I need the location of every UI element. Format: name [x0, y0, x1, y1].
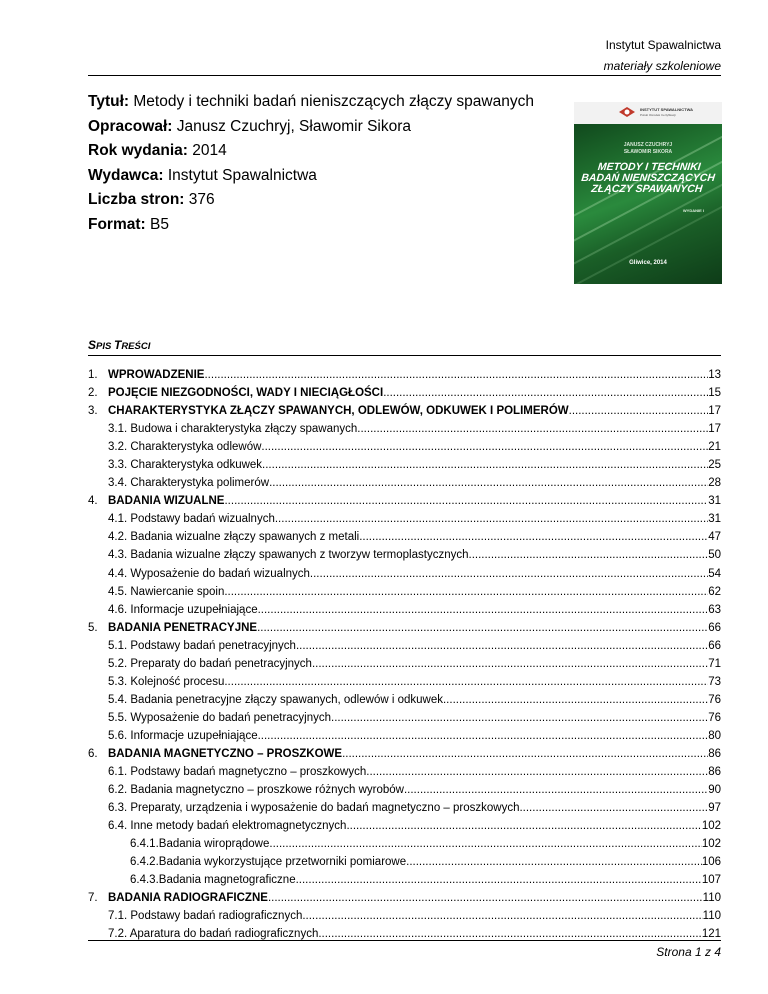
toc-entry-page: 54: [708, 567, 721, 580]
toc-entry-page: 15: [708, 387, 721, 400]
meta-label: Format:: [88, 215, 146, 233]
header-organization: Instytut Spawalnictwa: [605, 38, 721, 52]
toc-entry-page: 66: [708, 639, 721, 652]
toc-entry-page: 21: [708, 441, 721, 454]
toc-entry-title: CHARAKTERYSTYKA ZŁĄCZY SPAWANYCH, ODLEWÓW, ODKUWEK I POLIMERÓW: [108, 405, 569, 418]
toc-leader-dots: [366, 763, 708, 781]
toc-entry-title: 7.1. Podstawy badań radiograficznych: [108, 910, 303, 923]
toc-entry-page: 110: [702, 892, 721, 905]
toc-entry-page: 80: [708, 729, 721, 742]
toc-entry: [88, 601, 721, 619]
toc-entry-page: 121: [701, 928, 721, 941]
toc-entry: [88, 510, 721, 528]
toc-entry-title: 6.1. Podstawy badań magnetyczno – proszkowych: [108, 766, 367, 779]
toc-entry-title: 6.3. Preparaty, urządzenia i wyposażenie do badań magnetyczno – proszkowych: [108, 802, 520, 815]
toc-entry-page: 86: [708, 747, 721, 760]
toc-entry-number: 5.: [88, 621, 98, 634]
toc-entry-title: 5.6. Informacje uzupełniające: [108, 729, 258, 742]
toc-entry-title: 4.2. Badania wizualne złączy spawanych z metali: [108, 531, 360, 544]
toc-entry: [88, 691, 721, 709]
toc-entry-page: 102: [701, 820, 721, 833]
meta-value: Janusz Czuchryj, Sławomir Sikora: [176, 117, 412, 135]
cover-author: JANUSZ CZUCHRYJ: [623, 142, 673, 148]
toc-entry-page: 17: [708, 423, 721, 436]
toc-entry-page: 73: [708, 675, 721, 688]
meta-value: 2014: [192, 142, 227, 159]
cover-authors: [574, 142, 722, 156]
toc-leader-dots: [519, 799, 708, 817]
toc-entry-title: 4.6. Informacje uzupełniające: [108, 603, 258, 616]
toc-entry-title: 5.1. Podstawy badań penetracyjnych: [108, 639, 296, 652]
toc-entry: [88, 565, 721, 583]
cover-title-line: BADAŃ NIENISZCZĄCYCH: [580, 172, 716, 184]
toc-entry: [88, 420, 721, 438]
toc-leader-dots: [296, 637, 708, 655]
toc-entry-page: 107: [701, 874, 721, 887]
toc-entry: [88, 402, 721, 420]
meta-publisher: [88, 164, 534, 189]
toc-leader-dots: [569, 402, 709, 420]
toc-entry: [88, 889, 721, 907]
toc-entry-number: 3.: [88, 405, 98, 418]
toc-entry: [88, 438, 721, 456]
toc-leader-dots: [331, 709, 708, 727]
cover-logo-subtext: Polski Ośrodek Certyfikacji: [640, 113, 676, 117]
toc-entry: [88, 546, 721, 564]
meta-value: 376: [188, 191, 215, 208]
toc-leader-dots: [342, 745, 708, 763]
toc-entry-title: 6.4. Inne metody badań elektromagnetycznych: [108, 820, 347, 833]
meta-label: Opracował:: [88, 117, 173, 135]
toc-entry-title: 3.3. Charakterystyka odkuwek: [108, 459, 263, 472]
toc-leader-dots: [359, 528, 708, 546]
toc-entry: [88, 655, 721, 673]
toc-leader-dots: [224, 673, 708, 691]
toc-entry-page: 17: [708, 405, 721, 418]
institute-logo-icon: [618, 106, 636, 118]
toc-leader-dots: [296, 871, 702, 889]
toc-entry-page: 97: [708, 802, 721, 815]
toc-entry-title: 5.5. Wyposażenie do badań penetracyjnych: [108, 711, 332, 724]
toc-leader-dots: [469, 546, 709, 564]
cover-edition: WYDANIE I: [682, 208, 704, 213]
toc-leader-dots: [257, 619, 708, 637]
toc-leader-dots: [204, 366, 708, 384]
toc-leader-dots: [357, 420, 708, 438]
toc-entry: [88, 745, 721, 763]
meta-label: Liczba stron:: [88, 191, 185, 208]
toc-entry-title: BADANIA PENETRACYJNE: [108, 621, 258, 634]
toc-leader-dots: [275, 510, 708, 528]
toc-entry-page: 47: [708, 531, 721, 544]
toc-entry: [88, 492, 721, 510]
toc-entry: [88, 727, 721, 745]
toc-entry: [88, 528, 721, 546]
cover-title-line: ZŁĄCZY SPAWANYCH: [590, 183, 704, 195]
meta-label: Tytuł:: [88, 93, 130, 110]
toc-entry-page: 31: [708, 513, 721, 526]
header-divider: [88, 75, 721, 76]
toc-entry-title: 4.3. Badania wizualne złączy spawanych z tworzyw termoplastycznych: [108, 549, 469, 562]
toc-leader-dots: [312, 655, 708, 673]
toc-entry-title: 4.5. Nawiercanie spoin: [108, 585, 225, 598]
toc-entry-page: 31: [708, 495, 721, 508]
toc-heading: SPIS TREŚCI: [88, 338, 151, 352]
toc-leader-dots: [404, 781, 708, 799]
meta-pages: [88, 188, 534, 213]
toc-entry-page: 62: [708, 585, 721, 598]
toc-entry-title: 5.4. Badania penetracyjne złączy spawanych, odlewów i odkuwek: [108, 693, 443, 706]
toc-entry-page: 50: [708, 549, 721, 562]
toc-leader-dots: [261, 438, 708, 456]
meta-value: B5: [150, 215, 169, 233]
toc-leader-dots: [269, 474, 708, 492]
toc-entry-title: 3.1. Budowa i charakterystyka złączy spawanych: [108, 423, 358, 436]
page-number: Strona 1 z 4: [656, 945, 721, 959]
toc-entry: [88, 709, 721, 727]
toc-entry: [88, 637, 721, 655]
toc-entry-page: 28: [708, 477, 721, 490]
toc-divider: [88, 355, 721, 356]
toc-leader-dots: [310, 565, 708, 583]
toc-entry-title: 6.4.1.Badania wiroprądowe: [130, 838, 270, 851]
toc-entry: [88, 763, 721, 781]
toc-entry: [88, 871, 721, 889]
toc-entry: [88, 781, 721, 799]
toc-entry-title: 3.2. Charakterystyka odlewów: [108, 441, 262, 454]
toc-entry: [88, 384, 721, 402]
toc-entry-page: 102: [701, 838, 721, 851]
toc-leader-dots: [406, 853, 702, 871]
toc-entry-page: 66: [708, 621, 721, 634]
toc-entry-title: POJĘCIE NIEZGODNOŚCI, WADY I NIECIĄGŁOŚCI: [108, 387, 384, 400]
cover-logo-text: INSTYTUT SPAWALNICTWA: [640, 107, 694, 112]
toc-leader-dots: [258, 601, 709, 619]
cover-title: [574, 162, 722, 195]
toc-entry-number: 6.: [88, 747, 98, 760]
toc-entry: [88, 799, 721, 817]
book-metadata: [88, 90, 534, 237]
meta-year: [88, 139, 534, 164]
toc-entry: [88, 817, 721, 835]
toc-entry-page: 90: [708, 784, 721, 797]
toc-entry: [88, 456, 721, 474]
toc-entry: [88, 907, 721, 925]
toc-entry-title: 7.2. Aparatura do badań radiograficznych: [108, 928, 319, 941]
toc-entry-page: 13: [708, 369, 721, 381]
toc-leader-dots: [224, 492, 708, 510]
toc-leader-dots: [443, 691, 708, 709]
toc-entry-page: 76: [708, 711, 721, 724]
meta-title: [88, 90, 534, 115]
toc-entry-page: 71: [708, 657, 721, 670]
cover-city-year: Gliwice, 2014: [629, 260, 667, 266]
toc-entry-page: 86: [708, 766, 721, 779]
toc-entry: [88, 853, 721, 871]
toc-entry-page: 25: [708, 459, 721, 472]
toc-entry-title: 6.4.2.Badania wykorzystujące przetworniki pomiarowe: [130, 856, 407, 869]
toc-entry-page: 106: [701, 856, 721, 869]
toc-leader-dots: [268, 889, 703, 907]
toc-entry-number: 4.: [88, 495, 98, 508]
toc-entry: [88, 673, 721, 691]
toc-leader-dots: [302, 907, 702, 925]
toc-entry-title: 6.2. Badania magnetyczno – proszkowe różnych wyrobów: [108, 784, 404, 797]
toc-entry-title: 3.4. Charakterystyka polimerów: [108, 477, 270, 490]
table-of-contents: [88, 366, 721, 944]
toc-entry-page: 63: [708, 603, 721, 616]
toc-leader-dots: [224, 583, 708, 601]
toc-leader-dots: [269, 835, 701, 853]
toc-entry-title: 5.2. Preparaty do badań penetracyjnych: [108, 657, 312, 670]
toc-entry-title: 4.1. Podstawy badań wizualnych: [108, 513, 275, 526]
meta-format: [88, 213, 534, 238]
cover-author: SŁAWOMIR SIKORA: [623, 149, 673, 155]
toc-entry-page: 110: [702, 910, 721, 923]
toc-entry-title: 6.4.3.Badania magnetograficzne: [130, 874, 296, 887]
toc-leader-dots: [258, 727, 709, 745]
footer-divider: [88, 940, 721, 941]
toc-entry: [88, 583, 721, 601]
meta-author: [88, 115, 534, 140]
meta-label: Rok wydania:: [88, 142, 188, 159]
cover-title-line: METODY I TECHNIKI: [597, 161, 702, 173]
toc-entry-title: BADANIA RADIOGRAFICZNE: [108, 892, 268, 905]
toc-entry-number: 1.: [88, 369, 98, 381]
meta-value: Instytut Spawalnictwa: [167, 166, 317, 184]
toc-leader-dots: [383, 384, 708, 402]
toc-entry: [88, 366, 721, 384]
toc-entry: [88, 474, 721, 492]
toc-leader-dots: [346, 817, 701, 835]
toc-entry-number: 2.: [88, 387, 98, 400]
book-cover-image: [574, 102, 722, 284]
toc-entry: [88, 619, 721, 637]
toc-entry-title: BADANIA MAGNETYCZNO – PROSZKOWE: [108, 747, 343, 760]
meta-value: Metody i techniki badań nieniszczących złączy spawanych: [133, 93, 534, 110]
header-subtitle: materiały szkoleniowe: [603, 59, 721, 73]
toc-leader-dots: [262, 456, 708, 474]
toc-entry-title: 4.4. Wyposażenie do badań wizualnych: [108, 567, 310, 580]
toc-entry-title: BADANIA WIZUALNE: [108, 495, 225, 508]
toc-entry-title: WPROWADZENIE: [108, 369, 205, 381]
toc-entry: [88, 835, 721, 853]
toc-entry-page: 76: [708, 693, 721, 706]
toc-entry-number: 7.: [88, 892, 98, 905]
meta-label: Wydawca:: [88, 166, 164, 184]
toc-entry-title: 5.3. Kolejność procesu: [108, 675, 225, 688]
